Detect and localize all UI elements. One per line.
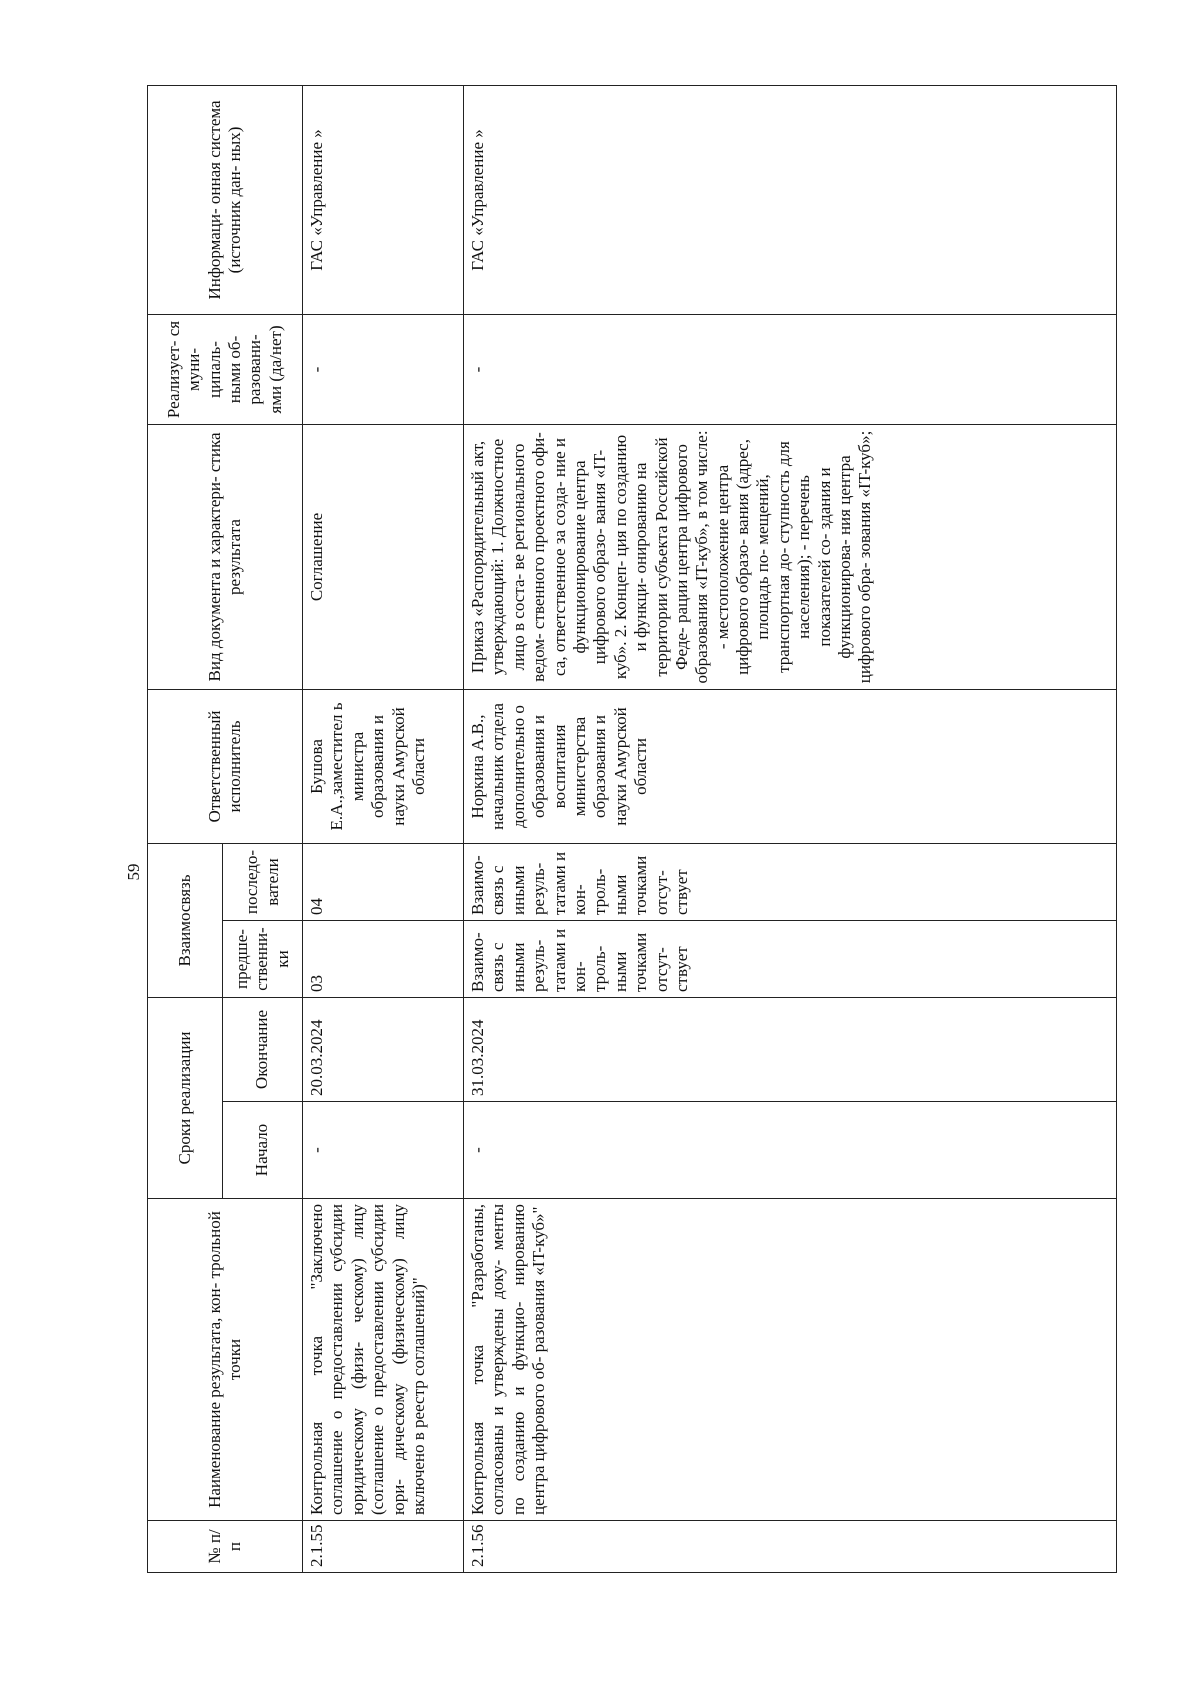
row-num: 2.1.55: [303, 1521, 464, 1573]
row-end: 20.03.2024: [303, 998, 464, 1102]
row-doc: Приказ «Распорядительный акт, утверждающий: 1. Должностное лицо в соста- ве регионального ведом- ственного проектного офи- са, ответственное за созда- ние и функционирование центра цифрового образо- вания «IT- куб». 2. Концеп- ция по созданию и функци- онированию на территории субъекта Российской Феде- рации центра цифрового образования «IT-куб», в том числе: - местоположение центра цифрового образо- вания (адрес, площадь по- мещений, транспортная до- ступность для населения); - перечень показателей со- здания и функционирова- ния центра цифрового обра- зования «IT-куб»;: [464, 424, 1117, 689]
row-start: -: [464, 1102, 1117, 1199]
header-link: Взаимосвязь: [148, 843, 223, 997]
row-num: 2.1.56: [464, 1521, 1117, 1573]
row-pred: Взаимо- связь с иными резуль- татами и кон- троль- ными точками отсут- ствует: [464, 921, 1117, 998]
header-doc: Вид документа и характери- стика результата: [148, 424, 303, 689]
header-start: Начало: [223, 1102, 303, 1199]
header-info: Информаци- онная система (источник дан- ных): [148, 85, 303, 314]
header-end: Окончание: [223, 998, 303, 1102]
row-info: ГАС «Управление »: [464, 85, 1117, 314]
header-num: № п/п: [148, 1521, 303, 1573]
header-resp: Ответственный исполнитель: [148, 689, 303, 843]
table-row: [464, 85, 1117, 1572]
row-info: ГАС «Управление »: [303, 85, 464, 314]
row-resp: Бушова Е.А.,заместител ь министра образования и науки Амурской области: [303, 689, 464, 843]
header-row-1: [148, 85, 223, 1572]
row-succ: Взаимо- связь с иными резуль- татами и кон- троль- ными точками отсут- ствует: [464, 843, 1117, 920]
row-resp: Норкина А.В., начальник отдела дополнительно о образования и воспитания министерства образования и науки Амурской области: [464, 689, 1117, 843]
header-succ: последо- ватели: [223, 843, 303, 920]
row-doc: Соглашение: [303, 424, 464, 689]
table-row: [303, 85, 464, 1572]
row-mun: -: [464, 314, 1117, 424]
header-mun: Реализует- ся муни- ципаль- ными об- разовани- ями (да/нет): [148, 314, 303, 424]
header-name: Наименование результата, кон- трольной точки: [148, 1199, 303, 1521]
row-end: 31.03.2024: [464, 998, 1117, 1102]
row-name: Контрольная точка "Разработаны, согласованы и утверждены доку- менты по созданию и функцио- нированию центра цифрового об- разования «IT-куб»": [464, 1199, 1117, 1521]
row-pred: 03: [303, 921, 464, 998]
row-succ: 04: [303, 843, 464, 920]
header-terms: Сроки реализации: [148, 998, 223, 1199]
row-name: Контрольная точка "Заключено соглашение о предоставлении субсидии юридическому (физи- ческому) лицу (соглашение о предоставлении субсидии юри- дическому (физическому) лицу включено в реестр соглашений)": [303, 1199, 464, 1521]
row-start: -: [303, 1102, 464, 1199]
rotated-table-wrapper: [147, 86, 1117, 1573]
row-mun: -: [303, 314, 464, 424]
page-number: 59: [124, 863, 143, 881]
header-pred: предше- ственни- ки: [223, 921, 303, 998]
results-table: [147, 85, 1117, 1573]
